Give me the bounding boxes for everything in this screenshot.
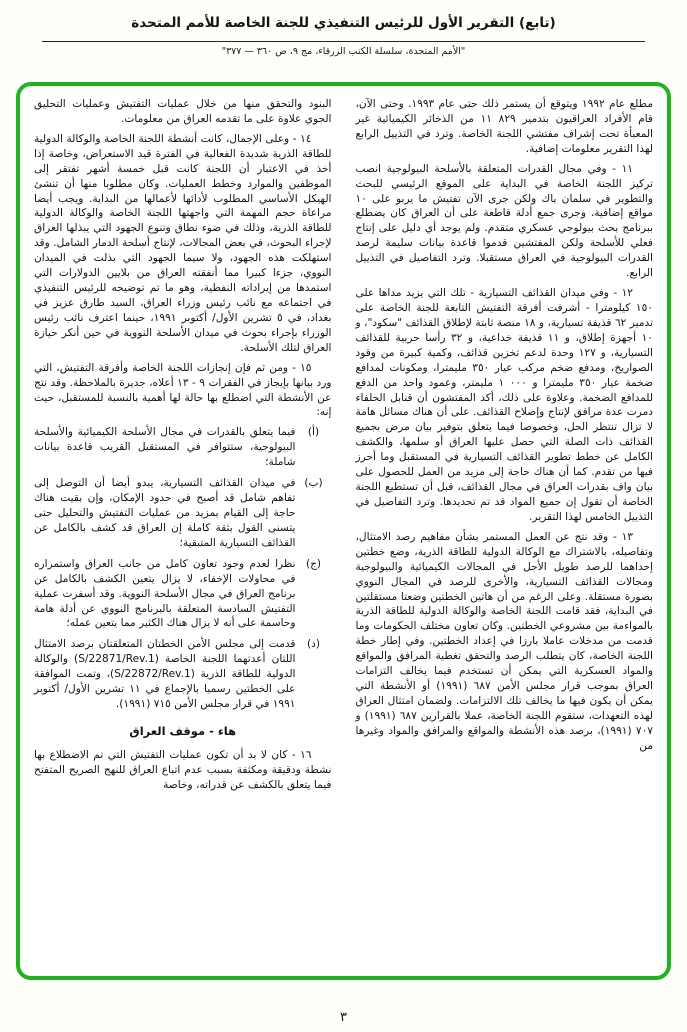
page-footer [0,1010,687,1025]
paragraph-14: ١٤ - وعلى الإجمال، كانت أنشطة اللجنة الخاصة والوكالة الدولية للطاقة الذرية شديدة الفعالية في الفترة قيد الاستعراض، وخاصة إذا أخذ في الاعتبار أن اللجنة كانت قبل خمسة أشهر تفتقر إلى الموظفين والموارد وخطط العمليات. وكان مطلوبا منها أن تنشئ الهيكل الأساسي المطلوب لأدائها لأعمالها من البداية. ويجب أيضا مراعاة حجم المهمة التي واجهتها اللجنة الخاصة والوكالة الدولية للطاقة الذرية، وذلك في ضوء نطاق وتنوع الجهود التي يبذلها العراق لإجراء البحوث، في بعض المجالات، لإنتاج أسلحة الدمار الشامل. وقد استهلكت هذه الجهود، ولا سيما الجهود التي بذلت في الميدان النووي، جزءا كبيرا مما أنفقته العراق من بلايين الدولارات التي استمدها من إيراداته النفطية، وهو ما تم توضيحه للرئيس التنفيذي في اجتماعه مع نائب رئيس وزراء العراق، السيد طارق عزيز في بغداد، في ٥ تشرين الأول/ أكتوبر ١٩٩١، حينما اعترف نائب رئيس الوزراء بإجراء بحوث في ميدان الأسلحة النووية في حين أنكر حيازة العراق لتلك الأسلحة. [34,132,332,354]
column-right [356,97,654,964]
list-marker: (ج) [305,557,322,570]
paragraph-continuation: مطلع عام ١٩٩٢ ويتوقع أن يستمر ذلك حتى عام ١٩٩٣. وحتى الآن، قام الأفراد العراقيون بتدمير ٨٢٩ ١١ من الذخائر الكيميائية غير المعبأة تحت إشراف مفتشي اللجنة الخاصة. وترد في التذييل الرابع لهذا التقرير معلومات إضافية. [355,98,653,155]
list-item-a [34,425,332,470]
list-item-j [34,557,332,632]
content-border-box [16,82,671,980]
page-number: ٣ [340,1010,347,1025]
list-item-d [34,637,332,712]
paragraph-11: ١١ - وفي مجال القدرات المتعلقة بالأسلحة البيولوجية انصب تركيز اللجنة الخاصة في البداية على الموقع الرئيسي للبحث والتطوير في سلمان باك ولكن جرى الآن تفتيش ما يربو على ١٠ مواقع إضافية. وجرى جمع أدلة قاطعة على أن العراق كان يضطلع ببرنامج بحث بيولوجي عسكري متقدم. ولم يوجد أي دليل على إنتاج فعلي للأسلحة ولكن المفتشين قدموا قاعدة بيانات سليمة لرصد القدرات البيولوجية في العراق مستقبلا. وترد التفاصيل في التذييل الرابع. [355,162,653,280]
list-item-text: في ميدان القذائف التسيارية، يبدو أيضا أن التوصل إلى تفاهم شامل قد أصبح في حدود الإمكان، وإن بقيت هناك حاجة إلى القيام بمزيد من عمليات التفتيش والتحليل حتى يتسنى القول بثقة كاملة إن العراق قد كشف بالكامل عن القذائف التسيارية المتبقية؛ [34,477,296,549]
paragraph-15: ١٥ - ومن ثم فإن إنجازات اللجنة الخاصة وأفرقة التفتيش، التي ورد بيانها بإيجاز في الفقرات ٩ - ١٣ أعلاه، جديرة بالملاحظة. وقد نتج عن الأنشطة التي اضطلع بها حالة لها أهمية بالنسبة للمستقبل، حيث إنه: [34,361,332,419]
section-heading-iraq-position: هاء - موقف العراق [129,723,237,738]
source-footnote: "الأمم المتحدة، سلسلة الكتب الزرقاء، مج ٩، ص ٣٦٠ — ٣٧٧" [221,46,466,58]
list-item-text: نظرا لعدم وجود تعاون كامل من جانب العراق واستمراره في محاولات الإخفاء، لا يزال يتعين الكشف بالكامل عن برنامج العراق في مجال الأسلحة النووية. وقد أسفرت عملية التفتيش السادسة المتعلقة بالبرنامج النووي عن أدلة هامة وحاسمة على أنه لا يزال هناك الكثير مما يتعين عمله؛ [34,557,296,630]
header-divider [42,41,645,42]
document-title: (تابع) التقرير الأول للرئيس التنفيذي للجنة الخاصة للأمم المتحدة [131,15,556,31]
paragraph-12: ١٢ - وفي ميدان القذائف التسيارية - تلك التي يزيد مداها على ١٥٠ كيلومترا - أشرفت أفرقة التفتيش التابعة للجنة الخاصة على تدمير ٦٢ قذيفة تسيارية، و ١٨ منصة ثابتة لإطلاق القذائف "سكود"، و ١٠ أجهزة إطلاق، و ١١ قذيفة خداعية، و ٣٢ رأسا حربية للقذائف التسيارية، و ١٢٧ وحدة لدعم تخزين قذائف، وكمية كبيرة من وقود الصواريخ، ومدفع ضخم مركب عيار ٣٥٠ مليمترا، ومكونات لمدافع ضخمة عيار ٣٥٠ مليمترا و ٠٠٠ ١ مليمتر، وعمود واحد من الدفع للمدافع الضخمة. وعلاوة على ذلك، أكد المفتشون أن قنابل الحلفاء دمرت عدة مرافق لإنتاج وإصلاح القذائف. على أن هناك مسائل هامة لا تزال تنتظر الحل، وخصوصا فيما يتعلق بتوفير بيان مرض بجميع القذائف ذات الصلة التي حصل عليها العراق أو سلمها، والكشف الكامل عن خطط تطوير القذائف التسيارية في المستقبل وما أحرز فيها من تقدم. كما أن هناك حاجة إلى مزيد من العمل للحصول على بيان واف بقدرات العراق في مجال القذائف، قبل أن تستطيع اللجنة الخاصة أن تقول إن جميع المواد قد تم تحديدها. وترد التفاصيل في التذييل الخامس لهذا التقرير. [355,287,654,523]
list-item-text: قدمت إلى مجلس الأمن الخطتان المتعلقتان برصد الامتثال اللتان أعدتهما اللجنة الخاصة (S/22871/Rev.1) والوكالة الدولية للطاقة الذرية (S/22872/Rev.1)، وتمت الموافقة على الخطتين رسميا بالإجماع في ١١ تشرين الأول/ أكتوبر ١٩٩١ في قرار مجلس الأمن ٧١٥ (١٩٩١). [34,638,296,711]
paragraph-continuation: البنود والتحقق منها من خلال عمليات التفتيش وعمليات التحليق الجوي علاوة على ما تقدمه العراق من معلومات. [34,98,332,125]
text-columns [34,97,653,964]
list-marker: (ب) [304,477,323,490]
page-header [0,0,687,57]
paragraph-16: ١٦ - كان لا بد أن تكون عمليات التفتيش التي تم الاضطلاع بها نشطة ودقيقة ومكثفة بسبب عدم اتباع العراق للنهج الصريح المتفتح فيما يتعلق بالكشف عن قدراته، وخاصة [34,749,332,791]
list-marker: (د) [307,638,320,651]
paragraph-13: ١٣ - وقد نتج عن العمل المستمر بشأن مفاهيم رصد الامتثال، وتفاصيله، بالاشتراك مع الوكالة الدولية للطاقة الذرية، وضع خطتين إحداهما للرصد طويل الأجل في المجالات الكيميائية والبيولوجية ومجالات القذائف التسيارية، والأخرى للرصد في المجال النووي بصورة مستقلة. وعلى الرغم من أن هاتين الخطتين وضعتا مستقلتين في البداية، فقد قامت اللجنة الخاصة والوكالة الدولية للطاقة الذرية بالمواءمة بين مشروعي الخطتين. وكان تعاون مختلف الحكومات وما قدمت من مدخلات عاملا بارزا في إعداد الخطتين. وفي إطار خطة اللجنة الخاصة، كان يتطلب الرصد والتحقق تغطية المرافق والمواقع والمواد العسكرية التي يمكن أن تستخدم فيما يخالف التزامات العراق بموجب قرار مجلس الأمن ٦٨٧ (١٩٩١) أو الأنشطة التي يمكن أن يكون فيها ما يخالف تلك الالتزامات. ولضمان امتثال العراق لهذه التعهدات، ستقوم اللجنة الخاصة، عملا بالقرارين ٦٨٧ (١٩٩١) و ٧٠٧ (١٩٩١)، برصد هذه الأنشطة والمواقع والمرافق والمواد وغيرها من [355,530,653,752]
list-marker: (أ) [307,426,320,439]
column-left [34,97,332,964]
list-item-b [34,476,332,551]
list-item-text: فيما يتعلق بالقدرات في مجال الأسلحة الكيميائية والأسلحة البيولوجية، ستتوافر في المستقبل القريب قاعدة بيانات شاملة؛ [34,426,296,469]
